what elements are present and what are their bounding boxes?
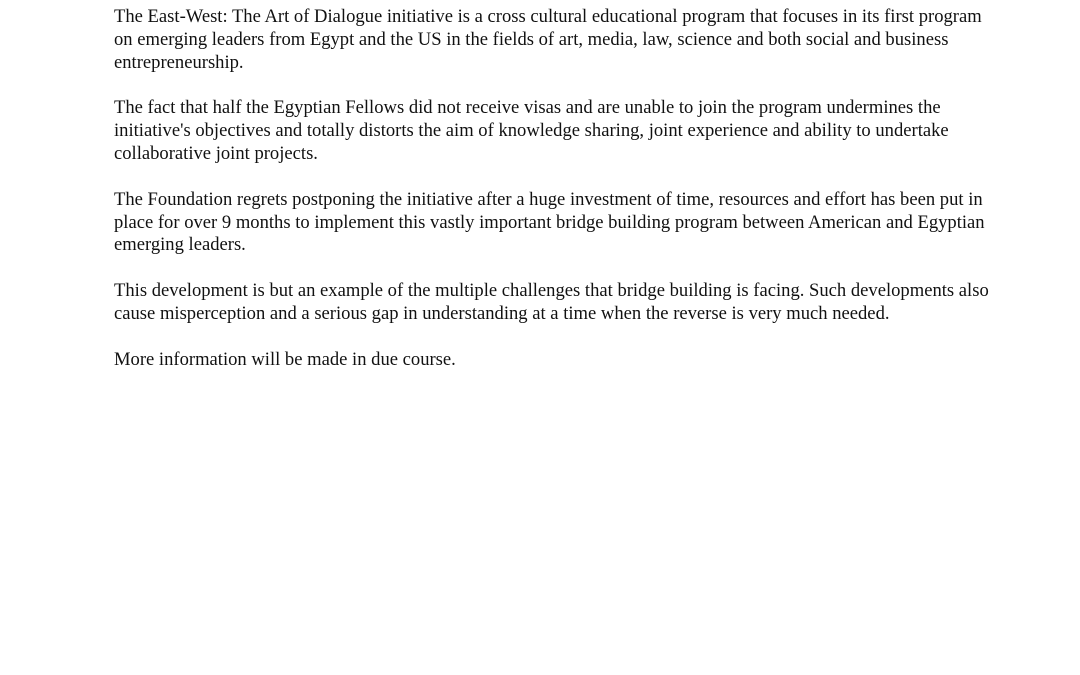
paragraph-challenges: This development is but an example of the multiple challenges that bridge building is facing. Such developments also cause misperception and a serious gap in understanding at a time when the reverse is very much needed. — [114, 280, 989, 324]
paragraph-more-info: More information will be made in due course. — [114, 348, 456, 370]
document-body — [114, 6, 994, 395]
paragraph-program-intro: The East-West: The Art of Dialogue initiative is a cross cultural educational program that focuses in its first program on emerging leaders from Egypt and the US in the fields of art, media, law, science and both social and business entrepreneurship. — [114, 6, 982, 73]
paragraph-postponement: The Foundation regrets postponing the initiative after a huge investment of time, resources and effort has been put in place for over 9 months to implement this vastly important bridge building program between American and Egyptian emerging leaders. — [114, 188, 985, 256]
paragraph-visa-issue: The fact that half the Egyptian Fellows did not receive visas and are unable to join the program undermines the initiative's objectives and totally distorts the aim of knowledge sharing, joint experience and ability to undertake collaborative joint projects. — [114, 97, 949, 164]
